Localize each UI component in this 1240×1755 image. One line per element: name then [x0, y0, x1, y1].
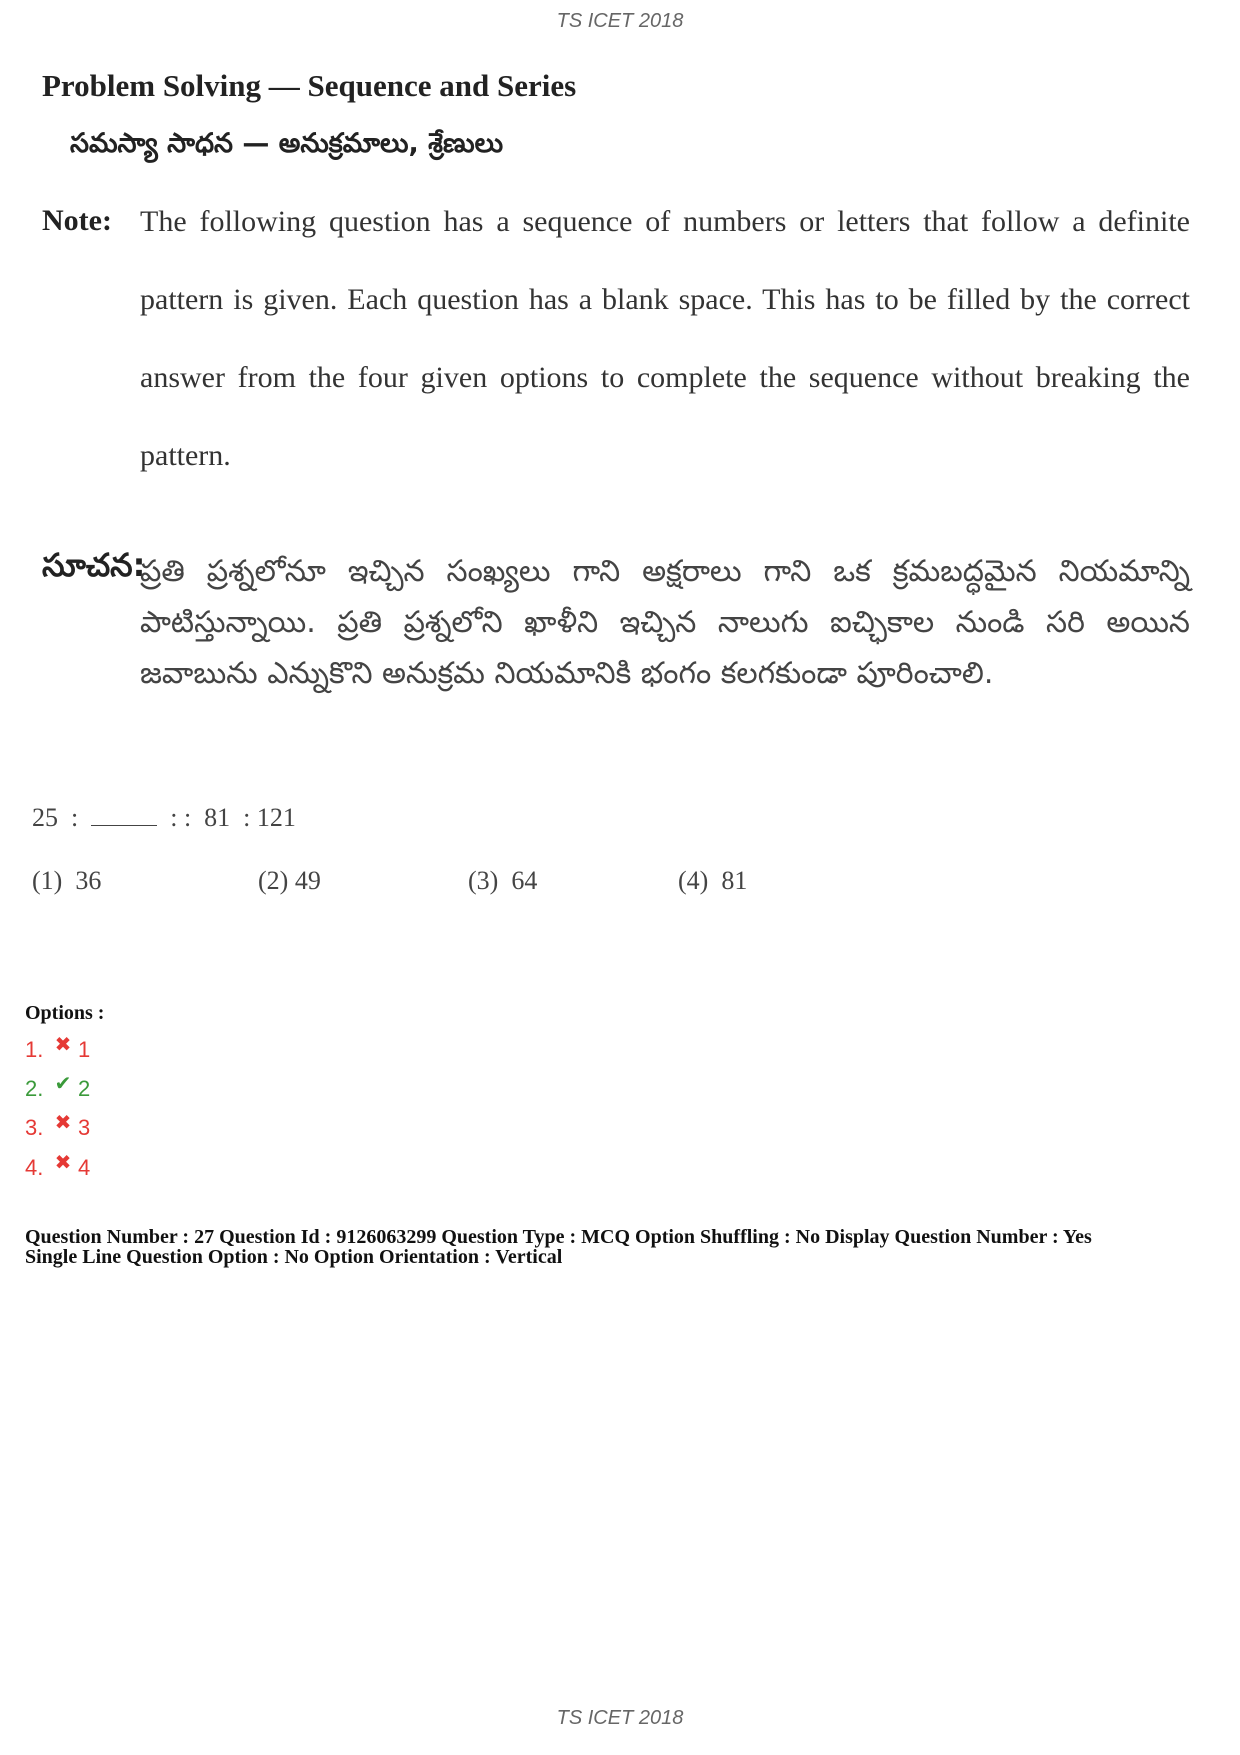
question-choice-2: (2) 49 — [258, 866, 321, 895]
cross-icon: ✖ — [54, 1034, 72, 1056]
option-item-1 — [25, 1035, 90, 1065]
option-text: 1 — [78, 1037, 91, 1062]
cross-icon: ✖ — [54, 1112, 72, 1134]
question-choice-4: (4) 81 — [678, 866, 748, 895]
question-choice-1: (1) 36 — [32, 866, 102, 895]
option-text: 2 — [78, 1076, 91, 1101]
option-item-3 — [25, 1113, 90, 1143]
note-label: Note: — [42, 204, 112, 237]
note-text: The following question has a sequence of numbers or letters that follow a definite pattern is given. Each question has a blank space. This has to be filled by the correct answer from the four given options to complete the sequence without breaking the pattern. — [140, 205, 1190, 472]
option-number: 3. — [25, 1115, 44, 1140]
option-text: 3 — [78, 1115, 91, 1140]
page-header: TS ICET 2018 — [556, 10, 684, 32]
answer-blank — [91, 805, 157, 826]
section-title: Problem Solving — Sequence and Series — [42, 68, 577, 103]
option-text: 4 — [78, 1155, 91, 1180]
options-heading: Options : — [25, 1002, 105, 1024]
telugu-note-label: సూచన: — [42, 546, 146, 584]
cross-icon: ✖ — [54, 1152, 72, 1174]
option-number: 2. — [25, 1076, 44, 1101]
question-prefix: 25 : — [32, 803, 92, 832]
page-footer: TS ICET 2018 — [556, 1707, 684, 1729]
option-item-2 — [25, 1074, 90, 1104]
metadata-line-2: Single Line Question Option : No Option Orientation : Vertical — [25, 1246, 563, 1268]
question-metadata — [25, 1227, 1215, 1267]
question-choice-3: (3) 64 — [468, 866, 538, 895]
question-sequence — [32, 803, 296, 833]
option-number: 1. — [25, 1037, 44, 1062]
option-number: 4. — [25, 1155, 44, 1180]
section-title-telugu: సమస్యా సాధన — అనుక్రమాలు, శ్రేణులు — [70, 128, 504, 159]
option-item-4 — [25, 1153, 90, 1183]
question-suffix: : : 81 : 121 — [157, 803, 296, 832]
metadata-line-1: Question Number : 27 Question Id : 9126063299 Question Type : MCQ Option Shuffling : No Display Question Number : Yes — [25, 1226, 1092, 1248]
telugu-note-text: ప్రతి ప్రశ్నలోనూ ఇచ్చిన సంఖ్యలు గాని అక్షరాలు గాని ఒక క్రమబద్ధమైన నియమాన్ని పాటిస్తున్నాయి. ప్రతి ప్రశ్నలోని ఖాళీని ఇచ్చిన నాలుగు ఐచ్ఛికాల నుండి సరి అయిన జవాబును ఎన్నుకొని అనుక్రమ నియమానికి భంగం కలగకుండా పూరించాలి. — [140, 554, 1190, 691]
check-icon: ✔ — [54, 1073, 72, 1095]
